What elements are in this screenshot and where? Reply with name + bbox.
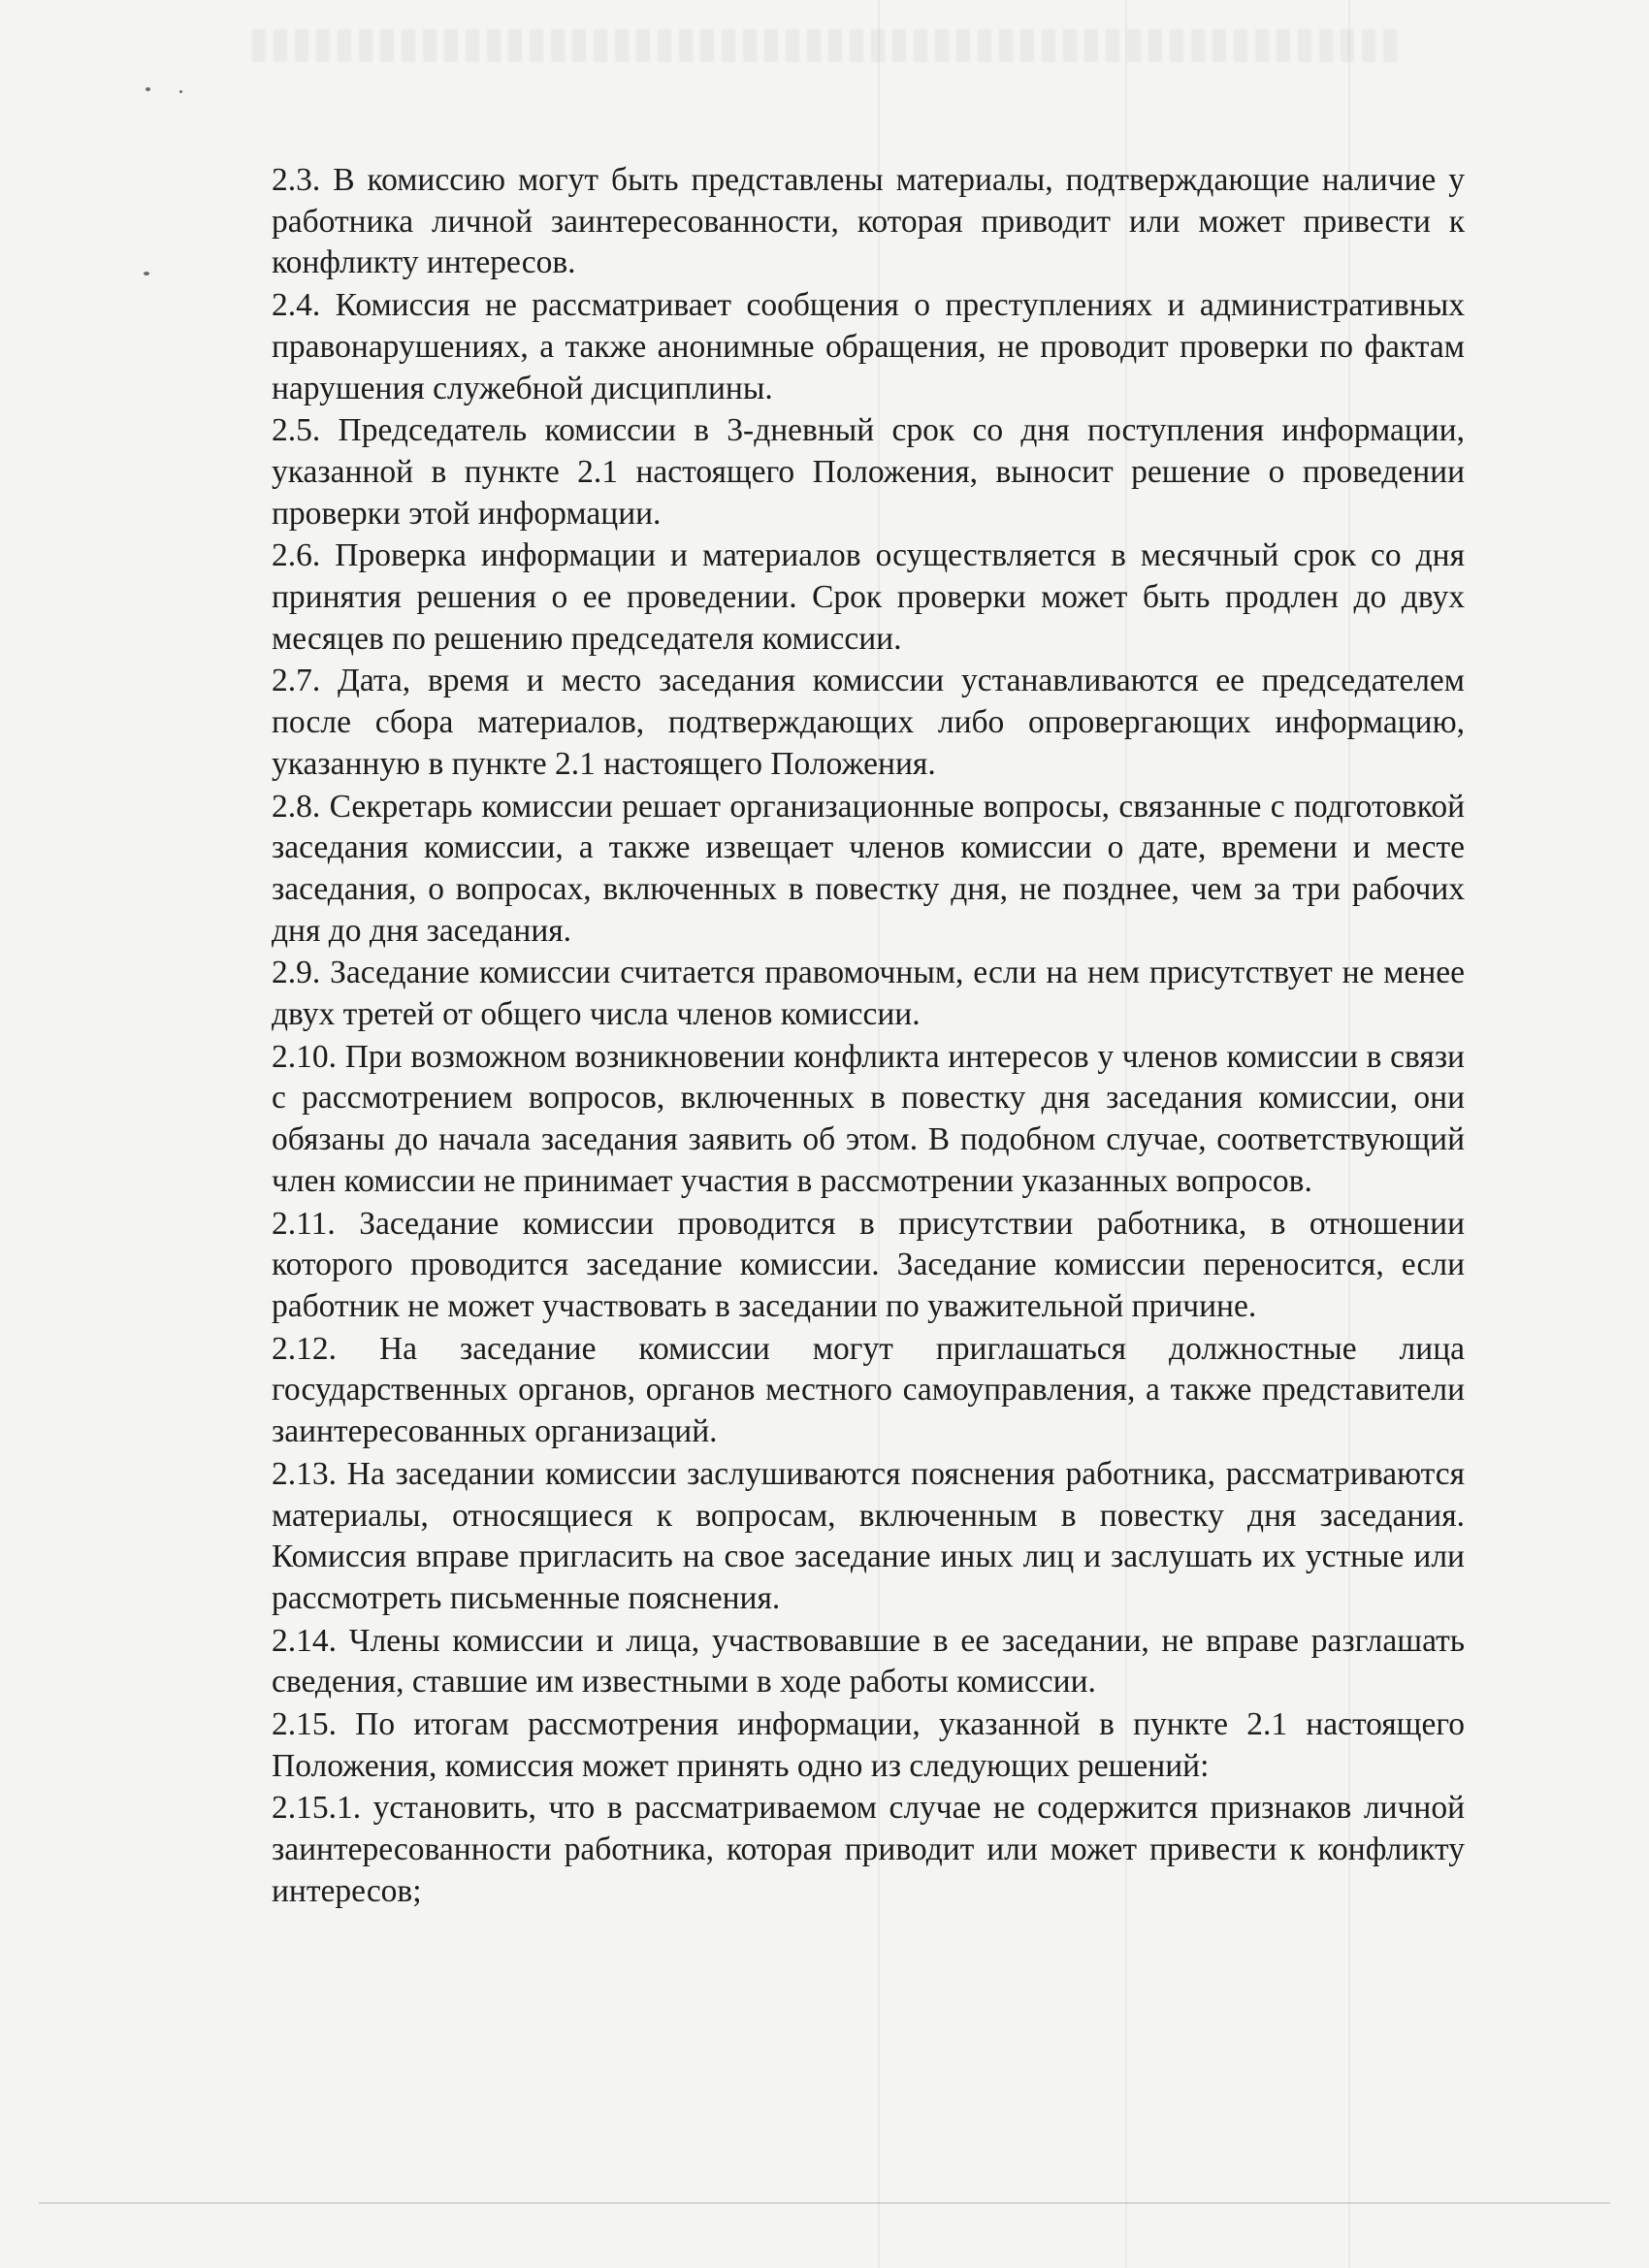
paragraph-2-14: 2.14. Члены комиссии и лица, участвовавшие в ее заседании, не вправе разглашать сведения, ставшие им известными в ходе работы комиссии. [272,1622,1465,1701]
paragraph-2-7: 2.7. Дата, время и место заседания комиссии устанавливаются ее председателем после сбора материалов, подтверждающих либо опровергающих информацию, указанную в пункте 2.1 настоящего Положения. [272,663,1465,782]
paragraph-2-11: 2.11. Заседание комиссии проводится в присутствии работника, в отношении которого проводится заседание комиссии. Заседание комиссии переносится, если работник не может участвовать в заседании по уважительной причине. [272,1205,1465,1324]
paragraph-2-15: 2.15. По итогам рассмотрения информации, указанной в пункте 2.1 настоящего Положения, комиссия может принять одно из следующих решений: [272,1706,1465,1784]
scan-bleed-through [252,29,1397,62]
scan-speck [144,272,149,275]
paragraph-2-15-1: 2.15.1. установить, что в рассматриваемом случае не содержится признаков личной заинтересованности работника, которая приводит или может привести к конфликту интересов; [272,1790,1465,1909]
paragraph-2-3: 2.3. В комиссию могут быть представлены материалы, подтверждающие наличие у работника личной заинтересованности, которая приводит или может привести к конфликту интересов. [272,162,1465,281]
paragraph-2-10: 2.10. При возможном возникновении конфликта интересов у членов комиссии в связи с рассмотрением вопросов, включенных в повестку дня заседания комиссии, они обязаны до начала заседания заявить об этом. В подобном случае, соответствующий член комиссии не принимает участия в рассмотрении указанных вопросов. [272,1038,1465,1199]
paragraph-2-5: 2.5. Председатель комиссии в 3-дневный срок со дня поступления информации, указанной в пункте 2.1 настоящего Положения, выносит решение о проведении проверки этой информации. [272,412,1465,532]
scan-speck [179,90,182,93]
document-body [272,160,1465,1914]
paragraph-2-8: 2.8. Секретарь комиссии решает организационные вопросы, связанные с подготовкой заседания комиссии, а также извещает членов комиссии о дате, времени и месте заседания, о вопросах, включенных в повестку дня, не позднее, чем за три рабочих дня до дня заседания. [272,788,1465,949]
scan-edge-line [39,2202,1610,2204]
paragraph-2-12: 2.12. На заседание комиссии могут приглашаться должностные лица государственных органов, органов местного самоуправления, а также представители заинтересованных организаций. [272,1330,1465,1450]
paragraph-2-6: 2.6. Проверка информации и материалов осуществляется в месячный срок со дня принятия решения о ее проведении. Срок проверки может быть продлен до двух месяцев по решению председателя комиссии. [272,537,1465,657]
scan-speck [146,87,150,91]
paragraph-2-13: 2.13. На заседании комиссии заслушиваются пояснения работника, рассматриваются материалы, относящиеся к вопросам, включенным в повестку дня заседания. Комиссия вправе пригласить на свое заседание иных лиц и заслушать их устные или рассмотреть письменные пояснения. [272,1455,1465,1616]
paragraph-2-4: 2.4. Комиссия не рассматривает сообщения о преступлениях и административных правонарушениях, а также анонимные обращения, не проводит проверки по фактам нарушения служебной дисциплины. [272,287,1465,406]
paragraph-2-9: 2.9. Заседание комиссии считается правомочным, если на нем присутствует не менее двух третей от общего числа членов комиссии. [272,955,1465,1033]
